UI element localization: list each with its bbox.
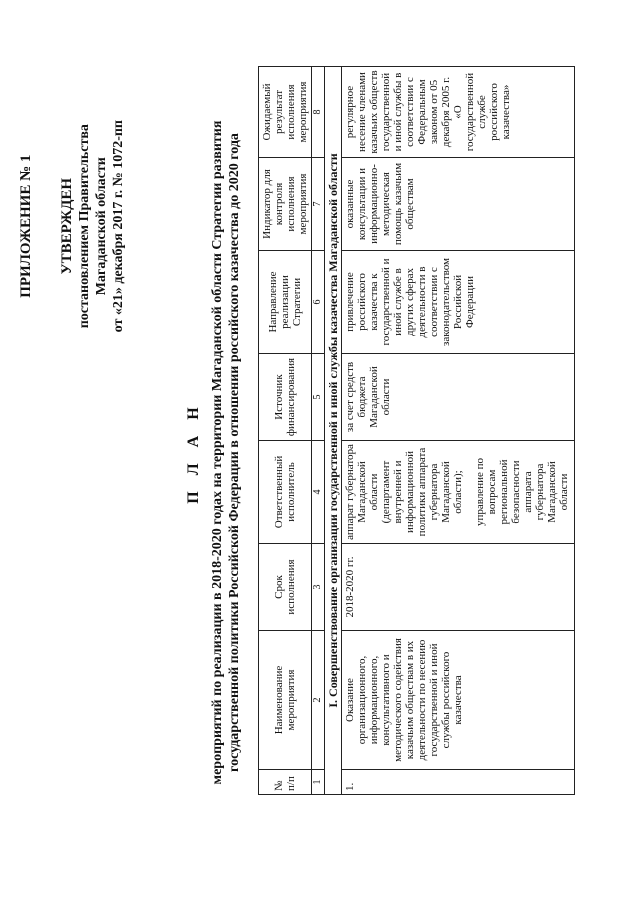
header-cell-finance: Источник финансирования: [259, 354, 312, 441]
header-cell-name: Наименование мероприятия: [259, 631, 312, 770]
approved-label: УТВЕРЖДЕН: [59, 177, 75, 275]
column-number-row: [312, 67, 325, 795]
row-term: 2018-2020 гг.: [342, 544, 575, 631]
section-title: I. Совершенствование организации государственной и иной службы казачества Магаданской области: [325, 67, 342, 795]
plan-table: [258, 66, 575, 795]
row-finance: за счет средств бюджета Магаданской области: [342, 354, 575, 441]
section-row: [325, 67, 342, 795]
row-direction: привлечение российского казачества к государственной и иной службе в других сферах деятельности в соответствии с законодательством Российской Федерации: [342, 251, 575, 354]
column-number: 3: [312, 544, 325, 631]
approved-by-line2: Магаданской области: [94, 157, 109, 296]
header-cell-result: Ожидаемый результат исполнения мероприятия: [259, 67, 312, 158]
table-header-row: [259, 67, 312, 795]
column-number: 7: [312, 158, 325, 251]
column-number: 6: [312, 251, 325, 354]
header-cell-num: № п/п: [259, 770, 312, 795]
column-number: 2: [312, 631, 325, 770]
row-executor-primary: аппарат губернатора Магаданской области (департамент внутренней и информационной политики аппарата губернатора Магаданской области);: [344, 444, 464, 540]
header-cell-term: Срок исполнения: [259, 544, 312, 631]
column-number: 5: [312, 354, 325, 441]
row-number: 1.: [342, 770, 575, 795]
approval-header: [18, 120, 127, 332]
table-row: [342, 67, 575, 795]
column-number: 8: [312, 67, 325, 158]
row-executor: [342, 441, 575, 544]
row-name: Оказание организационного, информационного, консультативного и методического содействия казачьим обществам в их деятельности по несению государственной и иной службы российского казачества: [342, 631, 575, 770]
plan-title: П Л А Н: [185, 401, 202, 504]
approved-by-line1: постановлением Правительства: [77, 124, 92, 329]
plan-subtitle: мероприятий по реализации в 2018-2020 годах на территории Магаданской области Стратегии развития государственной политики Российской Федерации в отношении российского казачества до 2020 года: [210, 120, 242, 785]
header-cell-direction: Направление реализации Стратегии: [259, 251, 312, 354]
row-result: регулярное несение членами казачьих обществ государственной и иной службы в соответствии с Федеральным законом от 05 декабря 2005 г. «О государственной службе российского казачества»: [342, 67, 575, 158]
approved-by-line3: от «21» декабря 2017 г. № 1072-пп: [111, 120, 126, 333]
row-indicator: оказанные консультации и информационно-методическая помощь казачьим обществам: [342, 158, 575, 251]
column-number: 1: [312, 770, 325, 795]
column-number: 4: [312, 441, 325, 544]
row-executor-secondary: управление по вопросам региональной безопасности аппарата губернатора Магаданской области: [474, 458, 570, 526]
appendix-label: ПРИЛОЖЕНИЕ № 1: [18, 154, 34, 298]
header-cell-indicator: Индикатор для контроля исполнения мероприятия: [259, 158, 312, 251]
header-cell-executor: Ответственный исполнитель: [259, 441, 312, 544]
